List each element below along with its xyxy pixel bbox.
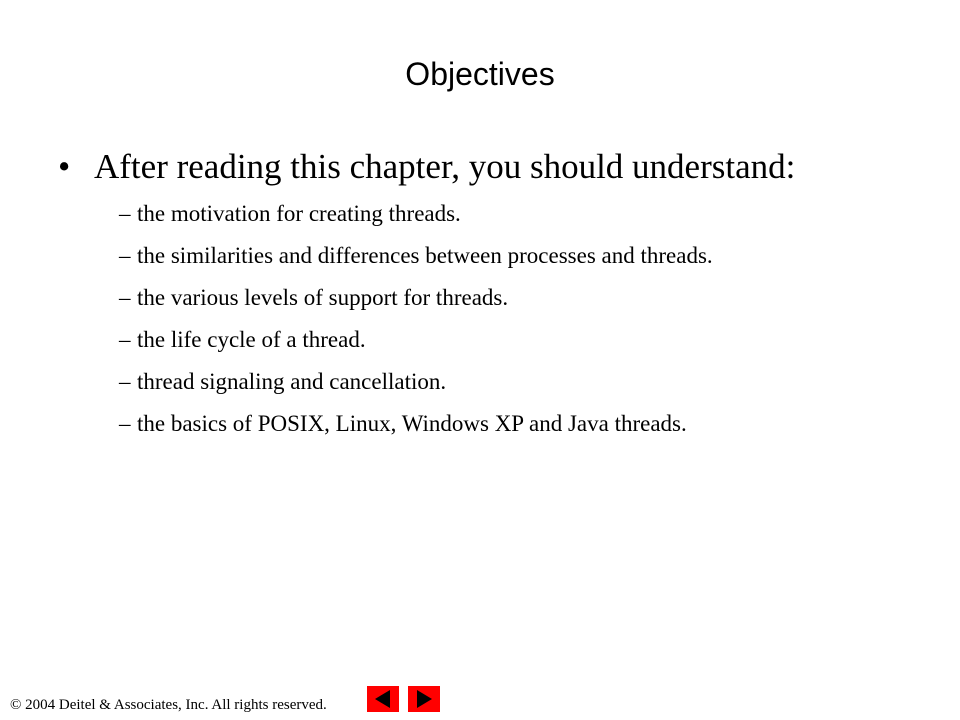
bullet-symbol: •: [58, 147, 71, 186]
next-slide-button[interactable]: [408, 686, 440, 712]
sub-bullet-text: the motivation for creating threads.: [137, 201, 461, 226]
sub-bullet-item: [119, 366, 713, 408]
sub-bullet-dash: –: [119, 369, 131, 394]
sub-bullet-dash: –: [119, 411, 131, 436]
sub-bullet-item: [119, 408, 713, 450]
main-bullet-text: After reading this chapter, you should understand:: [94, 147, 796, 186]
copyright-footer: © 2004 Deitel & Associates, Inc. All rights reserved.: [10, 697, 327, 713]
sub-bullet-item: [119, 240, 713, 282]
sub-bullet-dash: –: [119, 201, 131, 226]
sub-bullet-dash: –: [119, 243, 131, 268]
arrow-left-icon: [367, 686, 399, 712]
sub-bullet-text: the various levels of support for threads.: [137, 285, 509, 310]
arrow-right-icon: [408, 686, 440, 712]
sub-bullet-list: [119, 198, 713, 450]
sub-bullet-text: thread signaling and cancellation.: [137, 369, 447, 394]
sub-bullet-item: [119, 198, 713, 240]
slide-title: Objectives: [405, 56, 555, 92]
sub-bullet-item: [119, 324, 713, 366]
previous-slide-button[interactable]: [367, 686, 399, 712]
sub-bullet-text: the similarities and differences between processes and threads.: [137, 243, 713, 268]
sub-bullet-item: [119, 282, 713, 324]
sub-bullet-text: the basics of POSIX, Linux, Windows XP and Java threads.: [137, 411, 687, 436]
main-bullet: [58, 144, 795, 190]
sub-bullet-dash: –: [119, 327, 131, 352]
sub-bullet-dash: –: [119, 285, 131, 310]
sub-bullet-text: the life cycle of a thread.: [137, 327, 366, 352]
